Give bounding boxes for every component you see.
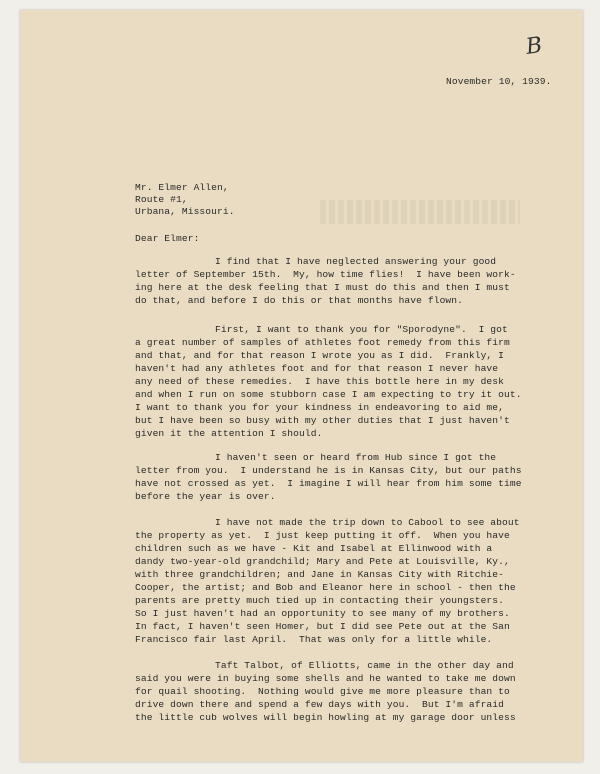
handwritten-mark: B bbox=[524, 32, 544, 61]
body-line: children such as we have - Kit and Isabel at Ellinwood with a bbox=[135, 543, 493, 554]
body-line: and when I run on some stubborn case I am expecting to try it out. bbox=[135, 389, 522, 400]
body-line: ing here at the desk feeling that I must do this and then I must bbox=[135, 282, 510, 293]
body-line: letter from you. I understand he is in Kansas City, but our paths bbox=[135, 465, 522, 476]
body-line: I have not made the trip down to Cabool to see about bbox=[215, 517, 520, 528]
body-line: the little cub wolves will begin howling at my garage door unless bbox=[135, 712, 516, 723]
body-line: letter of September 15th. My, how time flies! I have been work- bbox=[135, 269, 516, 280]
body-line: In fact, I haven't seen Homer, but I did see Pete out at the San bbox=[135, 621, 510, 632]
body-line: before the year is over. bbox=[135, 491, 276, 502]
body-line: for quail shooting. Nothing would give me more pleasure than to bbox=[135, 686, 510, 697]
recipient-name: Mr. Elmer Allen, bbox=[135, 182, 229, 193]
body-line: said you were in buying some shells and he wanted to take me down bbox=[135, 673, 516, 684]
letter-page bbox=[20, 10, 583, 762]
body-line: with three grandchildren; and Jane in Kansas City with Ritchie- bbox=[135, 569, 505, 580]
body-line: dandy two-year-old grandchild; Mary and Pete at Louisville, Ky., bbox=[135, 556, 510, 567]
body-line: So I just haven't had an opportunity to see many of my brothers. bbox=[135, 608, 510, 619]
body-line: Taft Talbot, of Elliotts, came in the other day and bbox=[215, 660, 514, 671]
recipient-city: Urbana, Missouri. bbox=[135, 206, 235, 217]
recipient-route: Route #1, bbox=[135, 194, 188, 205]
letter-date: November 10, 1939. bbox=[446, 76, 552, 87]
body-line: haven't had any athletes foot and for that reason I never have bbox=[135, 363, 499, 374]
body-line: do that, and before I do this or that months have flown. bbox=[135, 295, 464, 306]
body-line: Cooper, the artist; and Bob and Eleanor here in school - then the bbox=[135, 582, 516, 593]
body-line: any need of these remedies. I have this bottle here in my desk bbox=[135, 376, 505, 387]
body-line: drive down there and spend a few days with you. But I'm afraid bbox=[135, 699, 505, 710]
body-line: I find that I have neglected answering your good bbox=[215, 256, 497, 267]
body-line: Francisco fair last April. That was only for a little while. bbox=[135, 634, 493, 645]
faint-offset-text bbox=[320, 200, 520, 224]
salutation: Dear Elmer: bbox=[135, 233, 200, 244]
body-line: First, I want to thank you for "Sporodyne". I got bbox=[215, 324, 508, 335]
body-line: have not crossed as yet. I imagine I will hear from him some time bbox=[135, 478, 522, 489]
body-line: I haven't seen or heard from Hub since I got the bbox=[215, 452, 497, 463]
body-line: parents are pretty much tied up in contacting their youngsters. bbox=[135, 595, 505, 606]
body-line: and that, and for that reason I wrote you as I did. Frankly, I bbox=[135, 350, 505, 361]
body-line: the property as yet. I just keep putting it off. When you have bbox=[135, 530, 510, 541]
body-line: given it the attention I should. bbox=[135, 428, 323, 439]
body-line: I want to thank you for your kindness in endeavoring to aid me, bbox=[135, 402, 505, 413]
body-line: a great number of samples of athletes foot remedy from this firm bbox=[135, 337, 510, 348]
body-line: but I have been so busy with my other duties that I just haven't bbox=[135, 415, 510, 426]
